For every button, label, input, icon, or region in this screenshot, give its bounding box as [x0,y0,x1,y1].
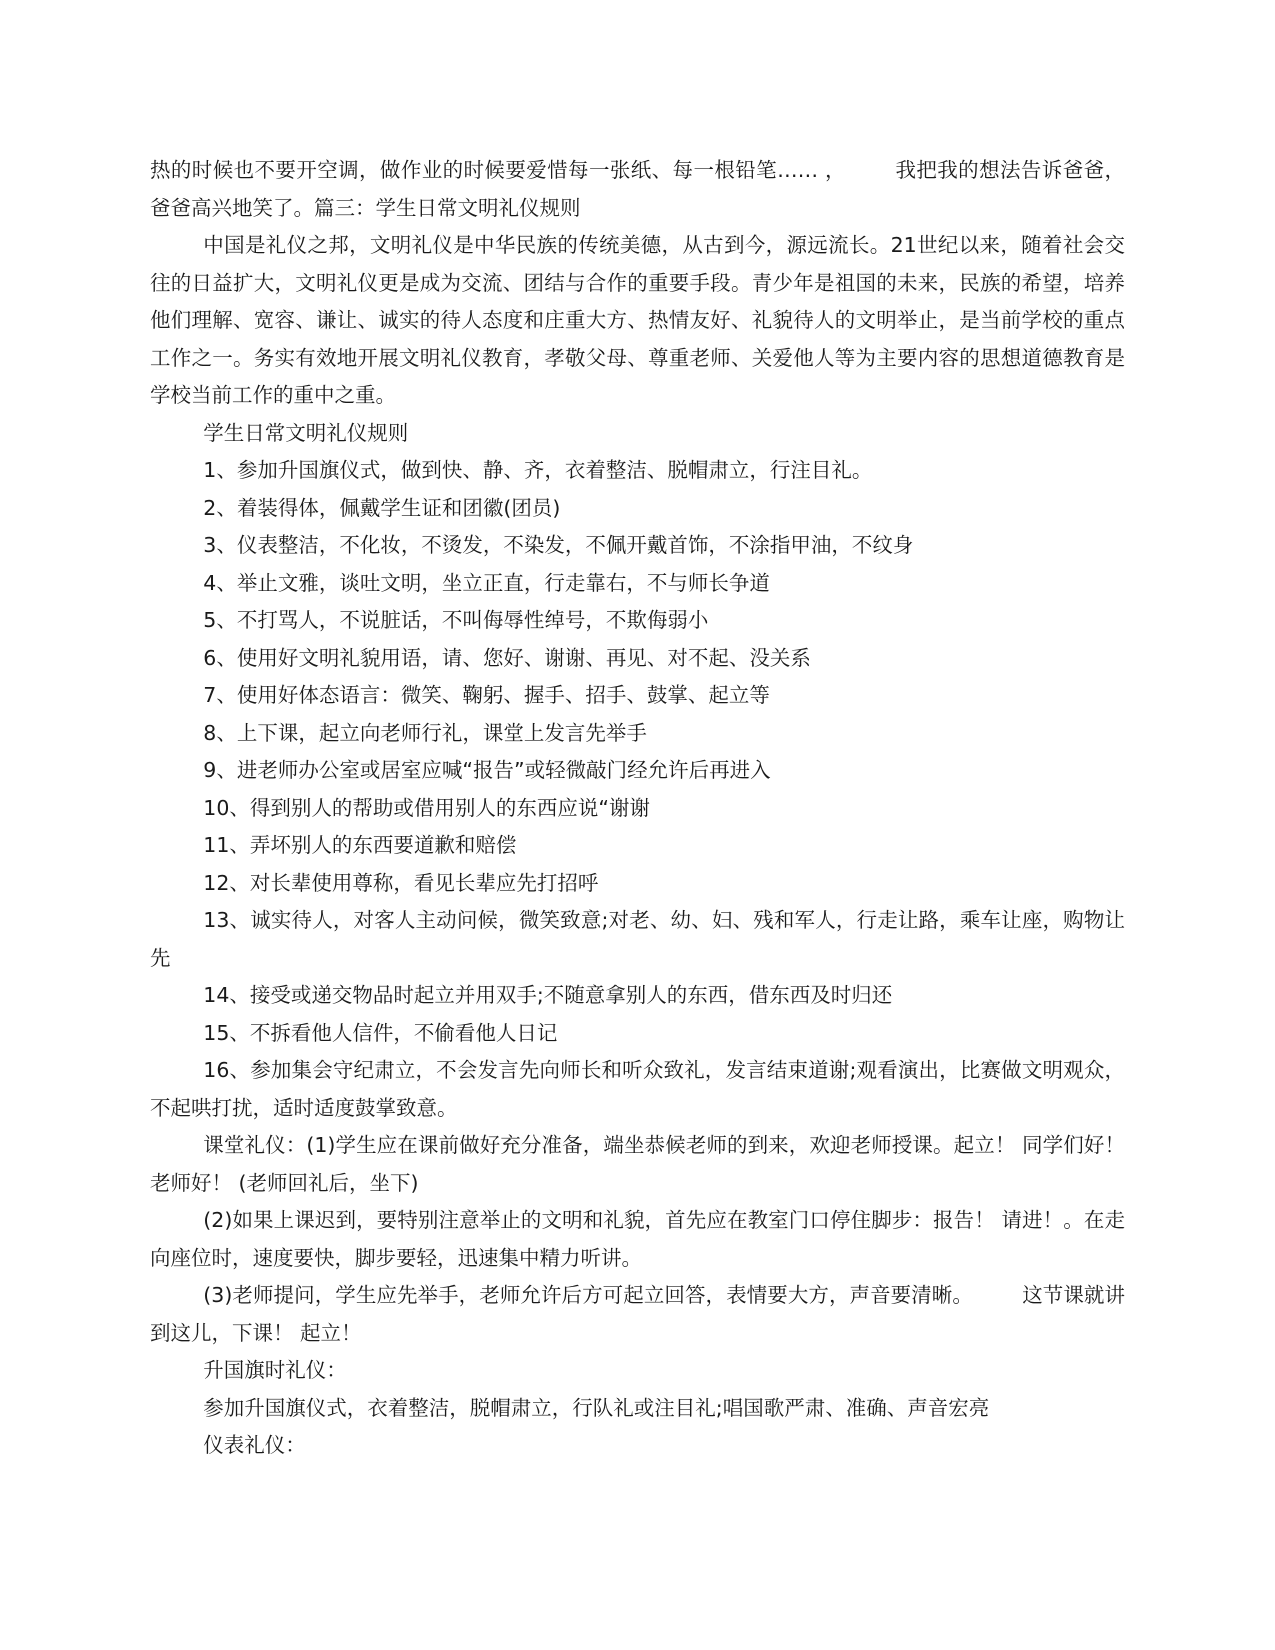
rule-item: 1、参加升国旗仪式，做到快、静、齐，衣着整洁、脱帽肃立，行注目礼。 [203,458,873,482]
flag-etiquette: 参加升国旗仪式，衣着整洁，脱帽肃立，行队礼或注目礼;唱国歌严肃、准确、声音宏亮 [203,1395,990,1420]
rule-item: 14、接受或递交物品时起立并用双手;不随意拿别人的东西，借东西及时归还 [203,983,893,1007]
rule-item: 12、对长辈使用尊称，看见长辈应先打招呼 [203,870,599,895]
rule-item: 5、不打骂人，不说脏话，不叫侮辱性绰号，不欺侮弱小 [203,608,709,632]
paragraph-text: (3)老师提问，学生应先举手，老师允许后方可起立回答，表情要大方，声音要清晰。 [203,1283,973,1307]
rule-item: 16、参加集会守纪肃立，不会发言先向师长和听众致礼，发言结束道谢;观看演出，比赛做文明观众，不起哄打扰，适时适度鼓掌致意。 [150,1058,1125,1120]
section-heading: 学生日常文明礼仪规则 [203,420,409,445]
rule-item: 6、使用好文明礼貌用语，请、您好、谢谢、再见、对不起、没关系 [203,645,811,670]
classroom-etiquette-item: (2)如果上课迟到，要特别注意举止的文明和礼貌，首先应在教室门口停住脚步：报告！ 请进！。在走向座位时，速度要快，脚步要轻，迅速集中精力听讲。 [150,1208,1125,1270]
rule-item: 15、不拆看他人信件，不偷看他人日记 [203,1020,558,1045]
section-heading: 仪表礼仪： [203,1433,306,1457]
rule-item: 11、弄坏别人的东西要道歉和赔偿 [203,833,517,857]
classroom-etiquette-item [150,1277,1125,1352]
paragraph [150,152,1125,227]
rule-item: 10、得到别人的帮助或借用别人的东西应说“谢谢 [203,795,651,820]
rule-item: 3、仪表整洁，不化妆，不烫发，不染发，不佩开戴首饰，不涂指甲油，不纹身 [203,533,914,557]
document-body [150,152,1125,1465]
rule-item: 9、进老师办公室或居室应喊“报告”或轻微敲门经允许后再进入 [203,758,771,782]
paragraph-intro: 中国是礼仪之邦，文明礼仪是中华民族的传统美德，从古到今，源远流长。21世纪以来，随着社会交往的日益扩大，文明礼仪更是成为交流、团结与合作的重要手段。青少年是祖国的未来，民族的希望，培养他们理解、宽容、谦让、诚实的待人态度和庄重大方、热情友好、礼貌待人的文明举止，是当前学校的重点工作之一。务实有效地开展文明礼仪教育，孝敬父母、尊重老师、关爱他人等为主要内容的思想道德教育是学校当前工作的重中之重。 [150,233,1125,407]
classroom-etiquette: 课堂礼仪：(1)学生应在课前做好充分准备，端坐恭候老师的到来，欢迎老师授课。起立！ 同学们好！ 老师好！ (老师回礼后，坐下) [150,1133,1125,1195]
rule-item: 7、使用好体态语言：微笑、鞠躬、握手、招手、鼓掌、起立等 [203,683,770,707]
rule-item: 2、着装得体，佩戴学生证和团徽(团员) [203,495,561,520]
rule-item: 8、上下课，起立向老师行礼，课堂上发言先举手 [203,720,647,745]
paragraph-text: 热的时候也不要开空调，做作业的时候要爱惜每一张纸、每一根铅笔…… ， [150,158,846,182]
rule-item: 13、诚实待人，对客人主动问候，微笑致意;对老、幼、妇、残和军人，行走让路，乘车让座，购物让先 [150,908,1125,970]
paragraph-text-continued: 这节课就讲到这儿，下课！ 起立！ [150,1283,1125,1345]
rule-item: 4、举止文雅，谈吐文明，坐立正直，行走靠右，不与师长争道 [203,570,770,595]
section-heading: 升国旗时礼仪： [203,1358,347,1382]
paragraph-text-continued: 我把我的想法告诉爸爸，爸爸高兴地笑了。篇三：学生日常文明礼仪规则 [150,158,1126,220]
